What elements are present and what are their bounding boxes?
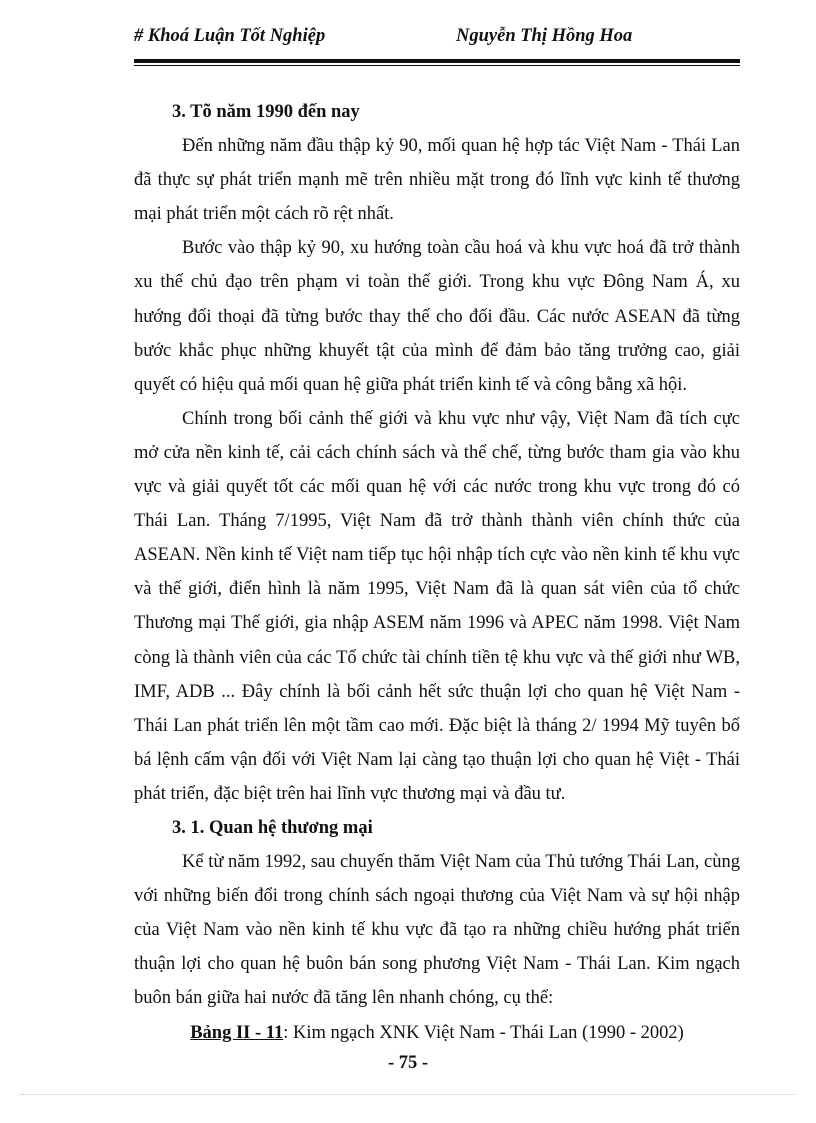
paragraph: Bước vào thập kỷ 90, xu hướng toàn cầu hoá và khu vực hoá đã trở thành xu thế chủ đạo trên phạm vi toàn thế giới. Trong khu vực Đông Nam Á, xu hướng đối thoại đã từng bước thay thế cho đối đầu. Các nước ASEAN đã từng bước khắc phục những khuyết tật của mình để đảm bảo tăng trưởng cao, giải quyết có hiệu quả mối quan hệ giữa phát triển kinh tế và công bằng xã hội.	[134, 238, 740, 395]
header-thesis-title: # Khoá Luận Tốt Nghiệp	[134, 26, 326, 46]
paragraph: Đến những năm đầu thập kỷ 90, mối quan hệ hợp tác Việt Nam - Thái Lan đã thực sự phát triển mạnh mẽ trên nhiều mặt trong đó lĩnh vực kinh tế thương mại phát triển một cách rõ rệt nhất.	[134, 136, 740, 225]
table-caption-label: Bảng II - 11	[190, 1022, 284, 1043]
body-text	[134, 95, 740, 1050]
header-author: Nguyễn Thị Hồng Hoa	[456, 26, 633, 46]
header-rule-thin	[134, 65, 740, 66]
header-rule-thick	[134, 59, 740, 63]
table-caption	[134, 1016, 740, 1050]
page-bottom-border	[20, 1094, 796, 1095]
paragraph: Kể từ năm 1992, sau chuyến thăm Việt Nam của Thủ tướng Thái Lan, cùng với những biến đổi trong chính sách ngoại thương của Việt Nam và sự hội nhập của Việt Nam vào nền kinh tế khu vực đã tạo ra những chiều hướng phát triển thuận lợi cho quan hệ buôn bán song phương Việt Nam - Thái Lan. Kim ngạch buôn bán giữa hai nước đã tăng lên nhanh chóng, cụ thể:	[134, 852, 740, 1009]
running-header	[134, 26, 740, 50]
section-heading: 3. Tõ năm 1990 đến nay	[172, 102, 360, 122]
table-caption-text: : Kim ngạch XNK Việt Nam - Thái Lan (1990 - 2002)	[283, 1022, 684, 1043]
paragraph: Chính trong bối cảnh thế giới và khu vực như vậy, Việt Nam đã tích cực mở cửa nền kinh tế, cải cách chính sách và thể chế, từng bước tham gia vào khu vực và giải quyết tốt các mối quan hệ với các nước trong khu vực trong đó có Thái Lan. Tháng 7/1995, Việt Nam đã trở thành thành viên chính thức của ASEAN. Nền kinh tế Việt nam tiếp tục hội nhập tích cực vào nền kinh tế khu vực và thế giới, điển hình là năm 1995, Việt Nam đã là quan sát viên của tổ chức Thương mại Thế giới, gia nhập ASEM năm 1996 và APEC năm 1998. Việt Nam còng là thành viên của các Tổ chức tài chính tiền tệ khu vực và thế giới như WB, IMF, ADB ... Đây chính là bối cảnh hết sức thuận lợi cho quan hệ Việt Nam - Thái Lan phát triển lên một tầm cao mới. Đặc biệt là tháng 2/ 1994 Mỹ tuyên bố bá lệnh cấm vận đối với Việt Nam lại càng tạo thuận lợi cho quan hệ Việt - Thái phát triển, đặc biệt trên hai lĩnh vực thương mại và đầu tư.	[134, 408, 740, 804]
subsection-heading: 3. 1. Quan hệ thương mại	[172, 817, 373, 838]
page-number: - 75 -	[387, 1053, 429, 1073]
